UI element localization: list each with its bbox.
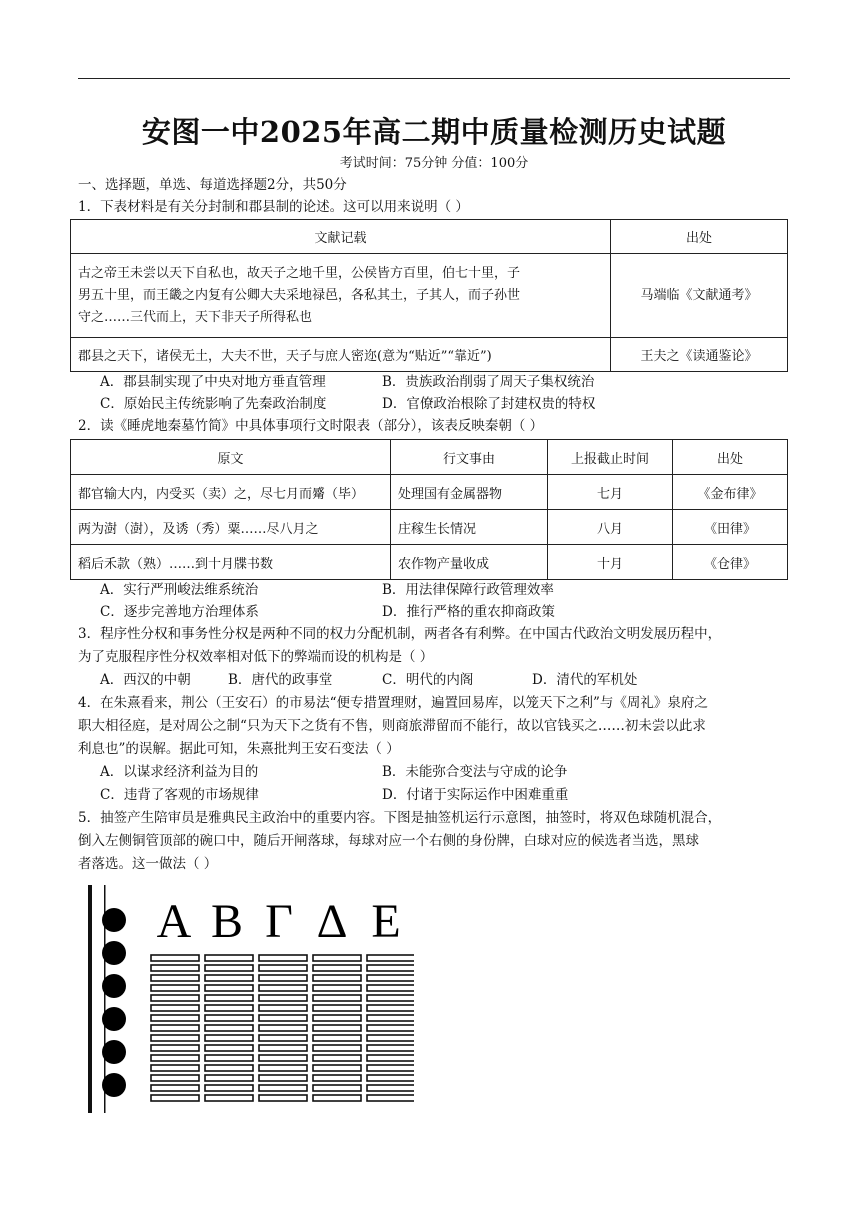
kleroterion-figure — [84, 880, 414, 1115]
table-header-cell: 上报截止时间 — [548, 440, 673, 475]
table-cell: 马端临《文献通考》 — [611, 254, 788, 338]
slot — [151, 1095, 199, 1101]
question-3-line: 3．程序性分权和事务性分权是两种不同的权力分配机制，两者各有利弊。在中国古代政治文明发展历程中， — [78, 626, 722, 642]
slot — [151, 1055, 199, 1061]
slot — [367, 965, 414, 971]
table-header-cell: 行文事由 — [391, 440, 548, 475]
lottery-ball — [102, 941, 126, 965]
slot — [259, 1055, 307, 1061]
slot — [259, 1015, 307, 1021]
slot — [259, 1025, 307, 1031]
cell-text-line: 古之帝王未尝以天下自私也，故天子之地千里，公侯皆方百里，伯七十里，子 — [78, 265, 521, 281]
lottery-ball — [102, 1007, 126, 1031]
table-cell: 庄稼生长情况 — [391, 510, 548, 545]
letter-label: Γ — [265, 895, 293, 948]
slot — [313, 1085, 361, 1091]
q4-option-b[interactable]: B．未能弥合变法与守成的论争 — [382, 764, 568, 780]
question-4-line: 利息也”的误解。据此可知，朱熹批判王安石变法（ ） — [78, 741, 400, 757]
slot — [205, 1035, 253, 1041]
slot — [151, 1015, 199, 1021]
lottery-ball — [102, 974, 126, 998]
q1-option-b[interactable]: B．贵族政治削弱了周天子集权统治 — [382, 374, 595, 390]
question-1-stem: 1．下表材料是有关分封制和郡县制的论述。这可以用来说明（ ） — [78, 199, 469, 215]
table-cell: 农作物产量收成 — [391, 545, 548, 580]
slot — [367, 955, 414, 961]
letter-label: Α — [156, 895, 192, 948]
q3-option-d[interactable]: D．清代的军机处 — [532, 672, 638, 688]
q1-option-c[interactable]: C．原始民主传统影响了先秦政治制度 — [100, 396, 327, 412]
slot — [151, 1025, 199, 1031]
q3-option-b[interactable]: B．唐代的政事堂 — [228, 672, 333, 688]
ball-column — [102, 908, 126, 1097]
slot — [259, 1005, 307, 1011]
question-5-line: 5．抽签产生陪审员是雅典民主政治中的重要内容。下图是抽签机运行示意图，抽签时，将双色球随机混合， — [78, 810, 722, 826]
slot — [205, 1065, 253, 1071]
slot — [259, 1085, 307, 1091]
question-1-table — [70, 219, 788, 372]
cell-text-line: 男五十里，而王畿之内复有公卿大夫采地禄邑，各私其土，子其人，而子孙世 — [78, 287, 521, 303]
slot — [313, 1065, 361, 1071]
letter-label: Ε — [371, 895, 401, 948]
table-cell: 处理国有金属器物 — [391, 475, 548, 510]
table-cell: 王夫之《读通鉴论》 — [611, 338, 788, 372]
slot — [313, 1025, 361, 1031]
slot — [367, 1055, 414, 1061]
slot — [151, 1075, 199, 1081]
slot — [313, 1095, 361, 1101]
slot — [367, 1065, 414, 1071]
cell-text-line: 守之……三代而上，天下非天子所得私也 — [78, 309, 313, 325]
table-cell: 《金布律》 — [673, 475, 788, 510]
lottery-ball — [102, 1040, 126, 1064]
slot — [205, 995, 253, 1001]
slot — [205, 1015, 253, 1021]
slot — [313, 1005, 361, 1011]
q4-option-d[interactable]: D．付诸于实际运作中困难重重 — [382, 787, 569, 803]
slot — [151, 1045, 199, 1051]
table-row — [71, 338, 788, 372]
slot — [151, 1005, 199, 1011]
table-cell — [71, 338, 611, 372]
slot — [151, 955, 199, 961]
slot — [367, 995, 414, 1001]
slot — [151, 1065, 199, 1071]
slot — [313, 1035, 361, 1041]
table-cell: 都官输大内，内受买（卖）之，尽七月而觱（毕） — [71, 475, 391, 510]
slot — [151, 995, 199, 1001]
slot — [367, 1025, 414, 1031]
q2-option-d[interactable]: D．推行严格的重农抑商政策 — [382, 604, 555, 620]
letter-label: Β — [210, 895, 244, 948]
slot — [313, 1055, 361, 1061]
slot — [259, 1035, 307, 1041]
slot — [313, 1015, 361, 1021]
slot — [205, 1075, 253, 1081]
slot — [259, 955, 307, 961]
question-2-stem: 2．读《睡虎地秦墓竹简》中具体事项行文时限表（部分），该表反映秦朝（ ） — [78, 418, 544, 434]
slot — [205, 1085, 253, 1091]
table-header-cell: 文献记载 — [71, 220, 611, 254]
table-row — [71, 475, 788, 510]
q2-option-c[interactable]: C．逐步完善地方治理体系 — [100, 604, 259, 620]
slot — [259, 975, 307, 981]
slot — [151, 965, 199, 971]
slot — [259, 1095, 307, 1101]
slot — [367, 975, 414, 981]
section-heading: 一、选择题，单选、每道选择题2分，共50分 — [78, 177, 347, 193]
question-3-line: 为了克服程序性分权效率相对低下的弊端而设的机构是（ ） — [78, 649, 434, 665]
table-row — [71, 545, 788, 580]
tube-line — [88, 885, 92, 1113]
slot — [259, 1075, 307, 1081]
table-row — [71, 510, 788, 545]
slot — [151, 975, 199, 981]
table-cell: 七月 — [548, 475, 673, 510]
slot — [259, 985, 307, 991]
q3-option-c[interactable]: C．明代的内阁 — [382, 672, 474, 688]
slot — [205, 985, 253, 991]
table-cell: 《田律》 — [673, 510, 788, 545]
slot — [367, 1045, 414, 1051]
question-4-line: 4．在朱熹看来，荆公（王安石）的市易法“便专措置理财，遍置回易库，以笼天下之利”与《周礼》泉府之 — [78, 695, 708, 711]
slot — [151, 985, 199, 991]
table-header-cell: 出处 — [673, 440, 788, 475]
slot — [313, 955, 361, 961]
slot — [205, 955, 253, 961]
q1-option-d[interactable]: D．官僚政治根除了封建权贵的特权 — [382, 396, 596, 412]
question-5-line: 者落选。这一做法（ ） — [78, 856, 218, 872]
question-2-table — [70, 439, 788, 580]
table-cell: 两为澍（澍），及诱（秀）粟……尽八月之 — [71, 510, 391, 545]
slot — [367, 1085, 414, 1091]
exam-info: 考试时间：75分钟 分值：100分 — [339, 156, 529, 171]
slot — [367, 1015, 414, 1021]
lottery-ball — [102, 1073, 126, 1097]
slot — [367, 1005, 414, 1011]
slot — [313, 995, 361, 1001]
lottery-ball — [102, 908, 126, 932]
slot — [205, 1005, 253, 1011]
q1-option-a[interactable]: A．郡县制实现了中央对地方垂直管理 — [100, 374, 326, 390]
table-header-cell: 原文 — [71, 440, 391, 475]
slot — [367, 985, 414, 991]
q4-option-a[interactable]: A．以谋求经济利益为目的 — [100, 764, 259, 780]
slot — [313, 1045, 361, 1051]
slot — [205, 1095, 253, 1101]
table-header-row — [71, 440, 788, 475]
slot — [367, 1095, 414, 1101]
table-cell: 《仓律》 — [673, 545, 788, 580]
slot-grid — [151, 955, 414, 1101]
slot — [367, 1075, 414, 1081]
slot — [259, 995, 307, 1001]
table-cell: 稻后禾款（熟）……到十月牒书数 — [71, 545, 391, 580]
table-cell — [71, 254, 611, 338]
slot — [151, 1035, 199, 1041]
slot — [151, 1085, 199, 1091]
slot — [313, 975, 361, 981]
slot — [313, 1075, 361, 1081]
slot — [367, 1035, 414, 1041]
slot — [205, 1025, 253, 1031]
q4-option-c[interactable]: C．违背了客观的市场规律 — [100, 787, 259, 803]
slot — [205, 965, 253, 971]
letter-label: Δ — [316, 895, 348, 948]
slot — [313, 965, 361, 971]
table-header-row — [71, 220, 788, 254]
cell-text-line: 郡县之天下，诸侯无土，大夫不世，天子与庶人密迩(意为“贴近”“靠近”) — [78, 349, 492, 364]
top-rule — [78, 78, 790, 79]
letter-row — [157, 895, 401, 948]
q3-option-a[interactable]: A．西汉的中朝 — [100, 672, 191, 688]
slot — [205, 1045, 253, 1051]
slot — [259, 1065, 307, 1071]
table-row — [71, 254, 788, 338]
q2-option-a[interactable]: A．实行严刑峻法维系统治 — [100, 582, 259, 598]
table-header-cell: 出处 — [611, 220, 788, 254]
page-title: 安图一中2025年高二期中质量检测历史试题 — [141, 115, 727, 149]
slot — [313, 985, 361, 991]
slot — [205, 975, 253, 981]
table-cell: 十月 — [548, 545, 673, 580]
question-4-line: 职大相径庭，是对周公之制“只为天下之货有不售，则商旅滞留而不能行，故以官钱买之……初未尝以此求 — [78, 718, 706, 734]
slot — [205, 1055, 253, 1061]
slot — [259, 965, 307, 971]
table-cell: 八月 — [548, 510, 673, 545]
q2-option-b[interactable]: B．用法律保障行政管理效率 — [382, 582, 554, 598]
slot — [259, 1045, 307, 1051]
question-5-line: 倒入左侧铜管顶部的碗口中，随后开闸落球，每球对应一个右侧的身份牌，白球对应的候选者当选，黑球 — [78, 833, 699, 849]
